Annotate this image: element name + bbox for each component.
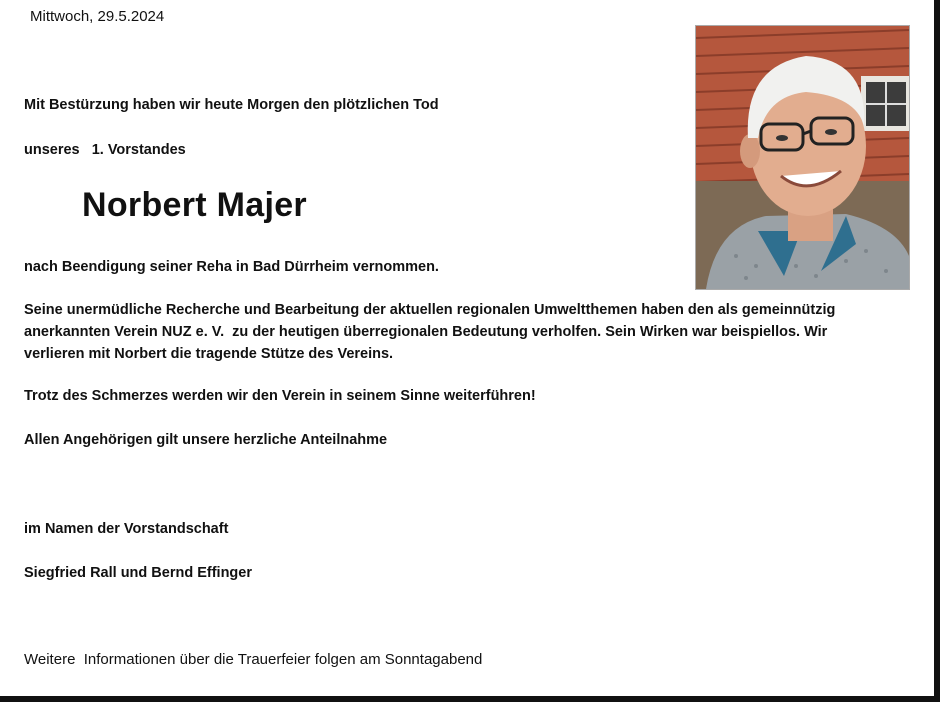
reha-line: nach Beendigung seiner Reha in Bad Dürrheim vernommen. xyxy=(24,259,439,275)
footer-info: Weitere Informationen über die Trauerfeier folgen am Sonntagabend xyxy=(24,651,483,668)
intro-line-1: Mit Bestürzung haben wir heute Morgen den plötzlichen Tod xyxy=(24,97,439,113)
signatories-line: Siegfried Rall und Bernd Effinger xyxy=(24,565,252,581)
work-paragraph-line-1: Seine unermüdliche Recherche und Bearbeitung der aktuellen regionalen Umweltthemen haben den als gemeinnützig xyxy=(24,302,836,318)
date-label: Mittwoch, 29.5.2024 xyxy=(30,8,165,25)
signoff-line: im Namen der Vorstandschaft xyxy=(24,521,229,537)
intro-line-2: unseres 1. Vorstandes xyxy=(24,142,186,158)
work-paragraph-line-3: verlieren mit Norbert die tragende Stütze des Vereins. xyxy=(24,346,394,362)
continue-line: Trotz des Schmerzes werden wir den Verein in seinem Sinne weiterführen! xyxy=(24,388,536,404)
work-paragraph-line-2: anerkannten Verein NUZ e. V. zu der heutigen überregionalen Bedeutung verholfen. Sein Wirken war beispiellos. Wir xyxy=(24,324,828,340)
condolence-line: Allen Angehörigen gilt unsere herzliche Anteilnahme xyxy=(24,432,388,448)
deceased-name: Norbert Majer xyxy=(82,186,307,224)
portrait-photo xyxy=(695,25,910,290)
